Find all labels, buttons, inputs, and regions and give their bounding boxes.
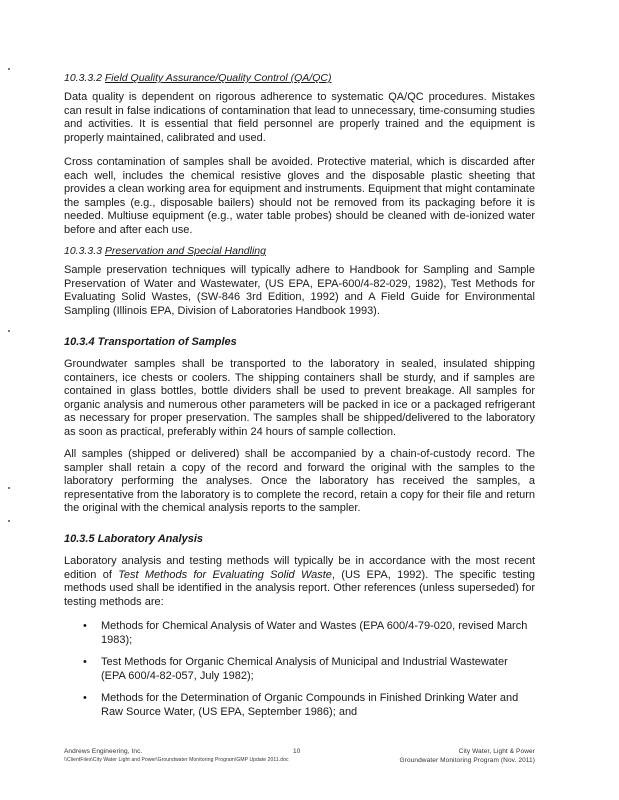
section-title: Field Quality Assurance/Quality Control (QA/QC) (104, 72, 332, 84)
scan-mark (8, 520, 10, 522)
list-item-text: Methods for Chemical Analysis of Water and Wastes (EPA 600/4-79-020, revised March 1983); (101, 620, 528, 646)
section-heading-lab-analysis: 10.3.5 Laboratory Analysis (64, 533, 203, 545)
lab-paragraph-start: Laboratory analysis and testing methods will typically be in accordance with the most recent edition of (64, 555, 535, 581)
section-number: 10.3.3.3 (64, 245, 102, 257)
qaqc-paragraph-2: Cross contamination of samples shall be avoided. Protective material, which is discarded after each well, includes the chemical resistive gloves and the disposable plastic sheeting that provides a clean working area for equipment and instruments. Equipment that might contaminate the samples (e.g., disposable bailers) should not be removed from its packaging before it is needed. Multiuse equipment (e.g., water table probes) should be cleaned with de-ionized water before and after each use. (64, 156, 535, 236)
footer-program: Groundwater Monitoring Program (Nov. 2011) (399, 757, 535, 764)
section-heading-transportation: 10.3.4 Transportation of Samples (64, 336, 237, 348)
section-heading-qaqc (64, 72, 331, 84)
lab-paragraph-end: , (US EPA, 1992). The specific testing methods used shall be identified in the analysis report. Other references (unless superseded) for testing methods are: (64, 568, 536, 608)
footer-client: City Water, Light & Power (458, 748, 535, 755)
lab-paragraph-title: Test Methods for Evaluating Solid Waste (118, 568, 332, 581)
list-item (64, 656, 535, 683)
section-number: 10.3.3.2 (64, 72, 102, 84)
scan-mark (8, 487, 10, 489)
preservation-paragraph: Sample preservation techniques will typically adhere to Handbook for Sampling and Sample Preservation of Water and Wastewater, (US EPA, EPA-600/4-82-029, 1982), Test Methods for Evaluating Solid Wastes, (SW-846 3rd Edition, 1992) and A Field Guide for Environmental Sampling (Illinois EPA, Division of Laboratories Handbook 1993). (64, 264, 535, 317)
reference-list (64, 620, 535, 720)
bullet-icon: • (83, 620, 87, 632)
qaqc-paragraph-1: Data quality is dependent on rigorous adherence to systematic QA/QC procedures. Mistakes can result in false indications of contamination that lead to unnecessary, time-consuming studies and activities. It is essential that field personnel are properly trained and the equipment is properly maintained, calibrated and used. (64, 91, 535, 144)
footer-file-path: \\ClientFiles\City Water Light and Power\Groundwater Monitoring Program\GMP Update 2011.doc (64, 757, 289, 763)
list-item-text: Test Methods for Organic Chemical Analysis of Municipal and Industrial Wastewater (EPA 600/4-82-057, July 1982); (101, 656, 508, 682)
bullet-icon: • (83, 692, 87, 705)
footer-company: Andrews Engineering, Inc. (64, 748, 143, 755)
transportation-paragraph-2: All samples (shipped or delivered) shall be accompanied by a chain-of-custody record. The sampler shall retain a copy of the record and forward the original with the samples to the laboratory performing the analyses. Once the laboratory has received the samples, a representative from the laboratory is to complete the record, retain a copy for their file and return the original with the chemical analysis reports to the sampler. (64, 448, 535, 515)
footer-page-number: 10 (293, 748, 301, 755)
list-item (64, 620, 535, 647)
list-item (64, 692, 535, 719)
lab-analysis-paragraph (64, 555, 535, 609)
section-title: Preservation and Special Handling (104, 245, 266, 257)
scan-mark (8, 330, 10, 332)
bullet-icon: • (83, 656, 87, 669)
section-heading-preservation (64, 245, 266, 257)
transportation-paragraph-1: Groundwater samples shall be transported to the laboratory in sealed, insulated shipping containers, ice chests or coolers. The shipping containers shall be sturdy, and if samples are contained in glass bottles, bottle dividers shall be used to prevent breakage. All samples for organic analysis and numerous other parameters will be packed in ice or a packaged refrigerant as necessary for proper preservation. The samples shall be shipped/delivered to the laboratory as soon as practical, preferably within 24 hours of sample collection. (64, 358, 535, 438)
list-item-text: Methods for the Determination of Organic Compounds in Finished Drinking Water and Raw Source Water, (US EPA, September 1986); and (101, 692, 519, 718)
scan-mark (8, 68, 10, 70)
